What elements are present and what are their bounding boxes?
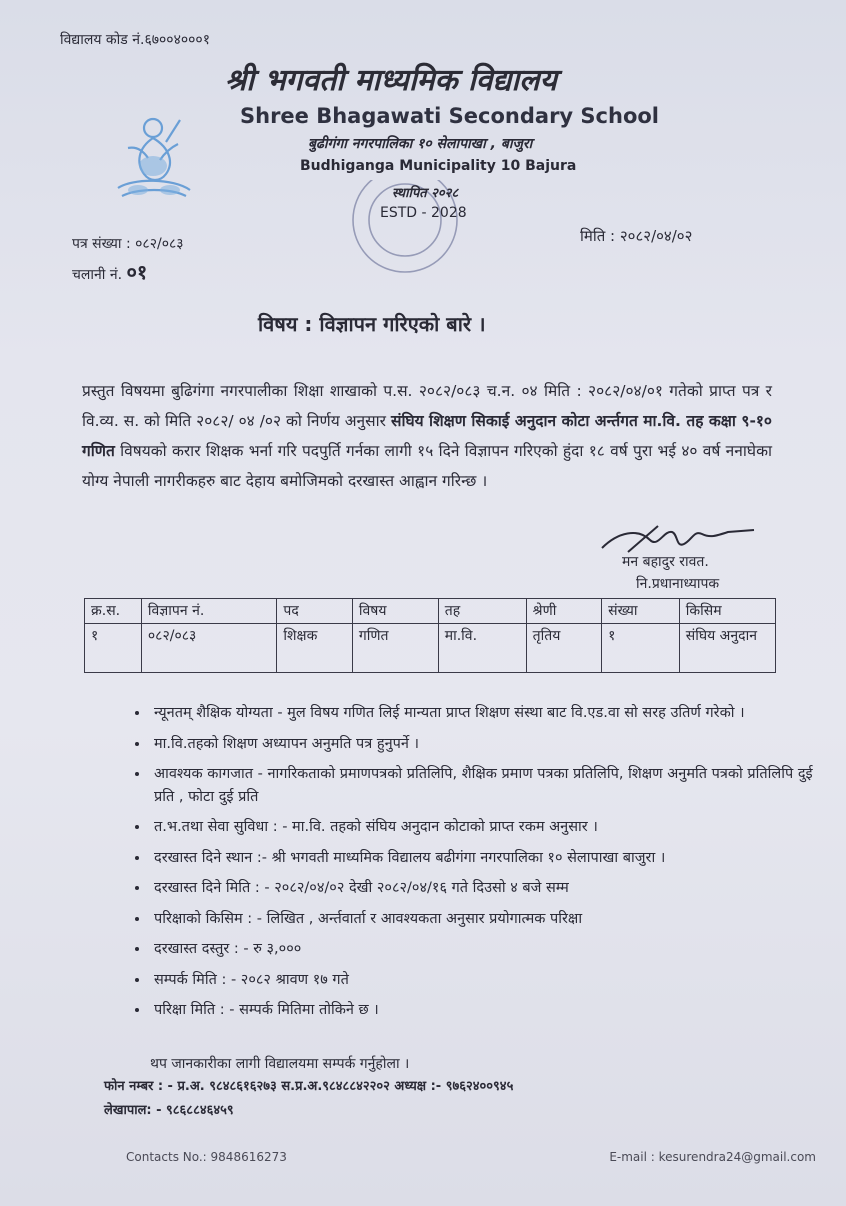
reference-number: पत्र संख्या : ०८२/०८३ — [72, 236, 184, 252]
vacancy-table — [84, 598, 776, 673]
letter-date: मिति : २०८२/०४/०२ — [580, 227, 693, 245]
goddess-logo-icon — [108, 108, 198, 200]
address-nepali: बुढीगंगा नगरपालिका १० सेलापाखा , बाजुरा — [308, 136, 533, 152]
signatory-name: मन बहादुर रावत. — [622, 554, 709, 570]
letter-subject: विषय : विज्ञापन गरिएको बारे । — [258, 312, 486, 336]
cell-level: मा.वि. — [438, 624, 526, 673]
signatory-title: नि.प्रधानाध्यापक — [636, 576, 720, 592]
phone-numbers: फोन नम्बर : - प्र.अ. ९८४८६१६२७३ स.प्र.अ.९८४८८४२२०२ अध्यक्ष :- ९७६२४००९४५ — [104, 1079, 514, 1094]
extra-info-note: थप जानकारीका लागी विद्यालयमा सम्पर्क गर्नुहोला । — [150, 1056, 410, 1072]
table-row — [85, 624, 776, 673]
cell-type: संघिय अनुदान — [679, 624, 775, 673]
list-item: • मा.वि.तहको शिक्षण अध्यापन अनुमति पत्र हुनुपर्ने । — [150, 733, 830, 756]
established-english: ESTD - 2028 — [380, 205, 467, 221]
cell-ad-number: ०८२/०८३ — [141, 624, 277, 673]
body-highlight: संघिय शिक्षण सिकाई अनुदान कोटा अर्न्तगत मा.वि. तह कक्षा ९-१० गणित — [82, 412, 772, 460]
list-item: • परिक्षा मिति : - सम्पर्क मितिमा तोकिने छ । — [150, 999, 830, 1022]
column-header-type: किसिम — [679, 599, 775, 624]
footer-contact-number: Contacts No.: 9848616273 — [126, 1150, 287, 1164]
dispatch-number-label: चलानी नं. — [72, 267, 123, 283]
dispatch-number-value: ०१ — [126, 260, 148, 284]
cell-serial: १ — [85, 624, 142, 673]
accountant-phone: लेखापाल: - ९८६८८४६४५९ — [104, 1103, 234, 1118]
cell-count: १ — [602, 624, 680, 673]
list-item: • आवश्यक कागजात - नागरिकताको प्रमाणपत्रको प्रतिलिपि, शैक्षिक प्रमाण पत्रका प्रतिलिपि, शिक्षण अनुमति पत्रको प्रतिलिपि दुई प्रति , फोटा दुई प्रति — [150, 763, 830, 808]
cell-subject: गणित — [352, 624, 438, 673]
body-conclusion: विषयको करार शिक्षक भर्ना गरि पदपुर्ति गर्नका लागी १५ दिने विज्ञापन गरिएको हुंदा १८ वर्ष पुरा भई ४० वर्ष ननाघेका योग्य नेपाली नागरीकहरु बाट देहाय बमोजिमको दरखास्त आह्वान गरिन्छ । — [82, 442, 772, 490]
dispatch-number — [72, 258, 147, 285]
body-intro: प्रस्तुत विषयमा बुढिगंगा नगरपालीका शिक्षा शाखाको प.स. २०८२/०८३ च.न. ०४ मिति : २०८२/०४/०१ गतेको प्राप्त पत्र र वि.व्य. स. को मिति २०८२/ ०४ /०२ को निर्णय अनुसार — [82, 382, 772, 430]
footer-email: E-mail : kesurendra24@gmail.com — [609, 1150, 816, 1164]
letter-body — [82, 376, 772, 496]
column-header-subject: विषय — [352, 599, 438, 624]
column-header-ad-number: विज्ञापन नं. — [141, 599, 277, 624]
list-item: • दरखास्त दस्तुर : - रु ३,००० — [150, 938, 830, 961]
column-header-level: तह — [438, 599, 526, 624]
column-header-post: पद — [277, 599, 353, 624]
column-header-count: संख्या — [602, 599, 680, 624]
cell-grade: तृतिय — [526, 624, 602, 673]
list-item: • त.भ.तथा सेवा सुविधा : - मा.वि. तहको संघिय अनुदान कोटाको प्राप्त रकम अनुसार । — [150, 816, 830, 839]
list-item: • दरखास्त दिने स्थान :- श्री भगवती माध्यमिक विद्यालय बढीगंगा नगरपालिका १० सेलापाखा बाजुरा । — [150, 847, 830, 870]
list-item: • परिक्षाको किसिम : - लिखित , अर्न्तवार्ता र आवश्यकता अनुसार प्रयोगात्मक परिक्षा — [150, 908, 830, 931]
address-english: Budhiganga Municipality 10 Bajura — [300, 158, 577, 174]
table-header-row — [85, 599, 776, 624]
school-code: विद्यालय कोड नं.६७००४०००१ — [60, 32, 210, 48]
school-name-nepali: श्री भगवती माध्यमिक विद्यालय — [225, 63, 557, 98]
signature-icon — [598, 522, 758, 554]
column-header-grade: श्रेणी — [526, 599, 602, 624]
established-nepali: स्थापित २०२८ — [392, 186, 459, 201]
cell-post: शिक्षक — [277, 624, 353, 673]
list-item: • न्यूनतम् शैक्षिक योग्यता - मुल विषय गणित लिई मान्यता प्राप्त शिक्षण संस्था बाट वि.एड.वा सो सरह उतिर्ण गरेको । — [150, 702, 830, 725]
school-name-english: Shree Bhagawati Secondary School — [240, 104, 660, 128]
column-header-serial: क्र.स. — [85, 599, 142, 624]
letter-footer — [126, 1150, 816, 1164]
list-item: • दरखास्त दिने मिति : - २०८२/०४/०२ देखी २०८२/०४/१६ गते दिउसो ४ बजे सम्म — [150, 877, 830, 900]
requirements-list — [100, 702, 830, 1022]
list-item: • सम्पर्क मिति : - २०८२ श्रावण १७ गते — [150, 969, 830, 992]
